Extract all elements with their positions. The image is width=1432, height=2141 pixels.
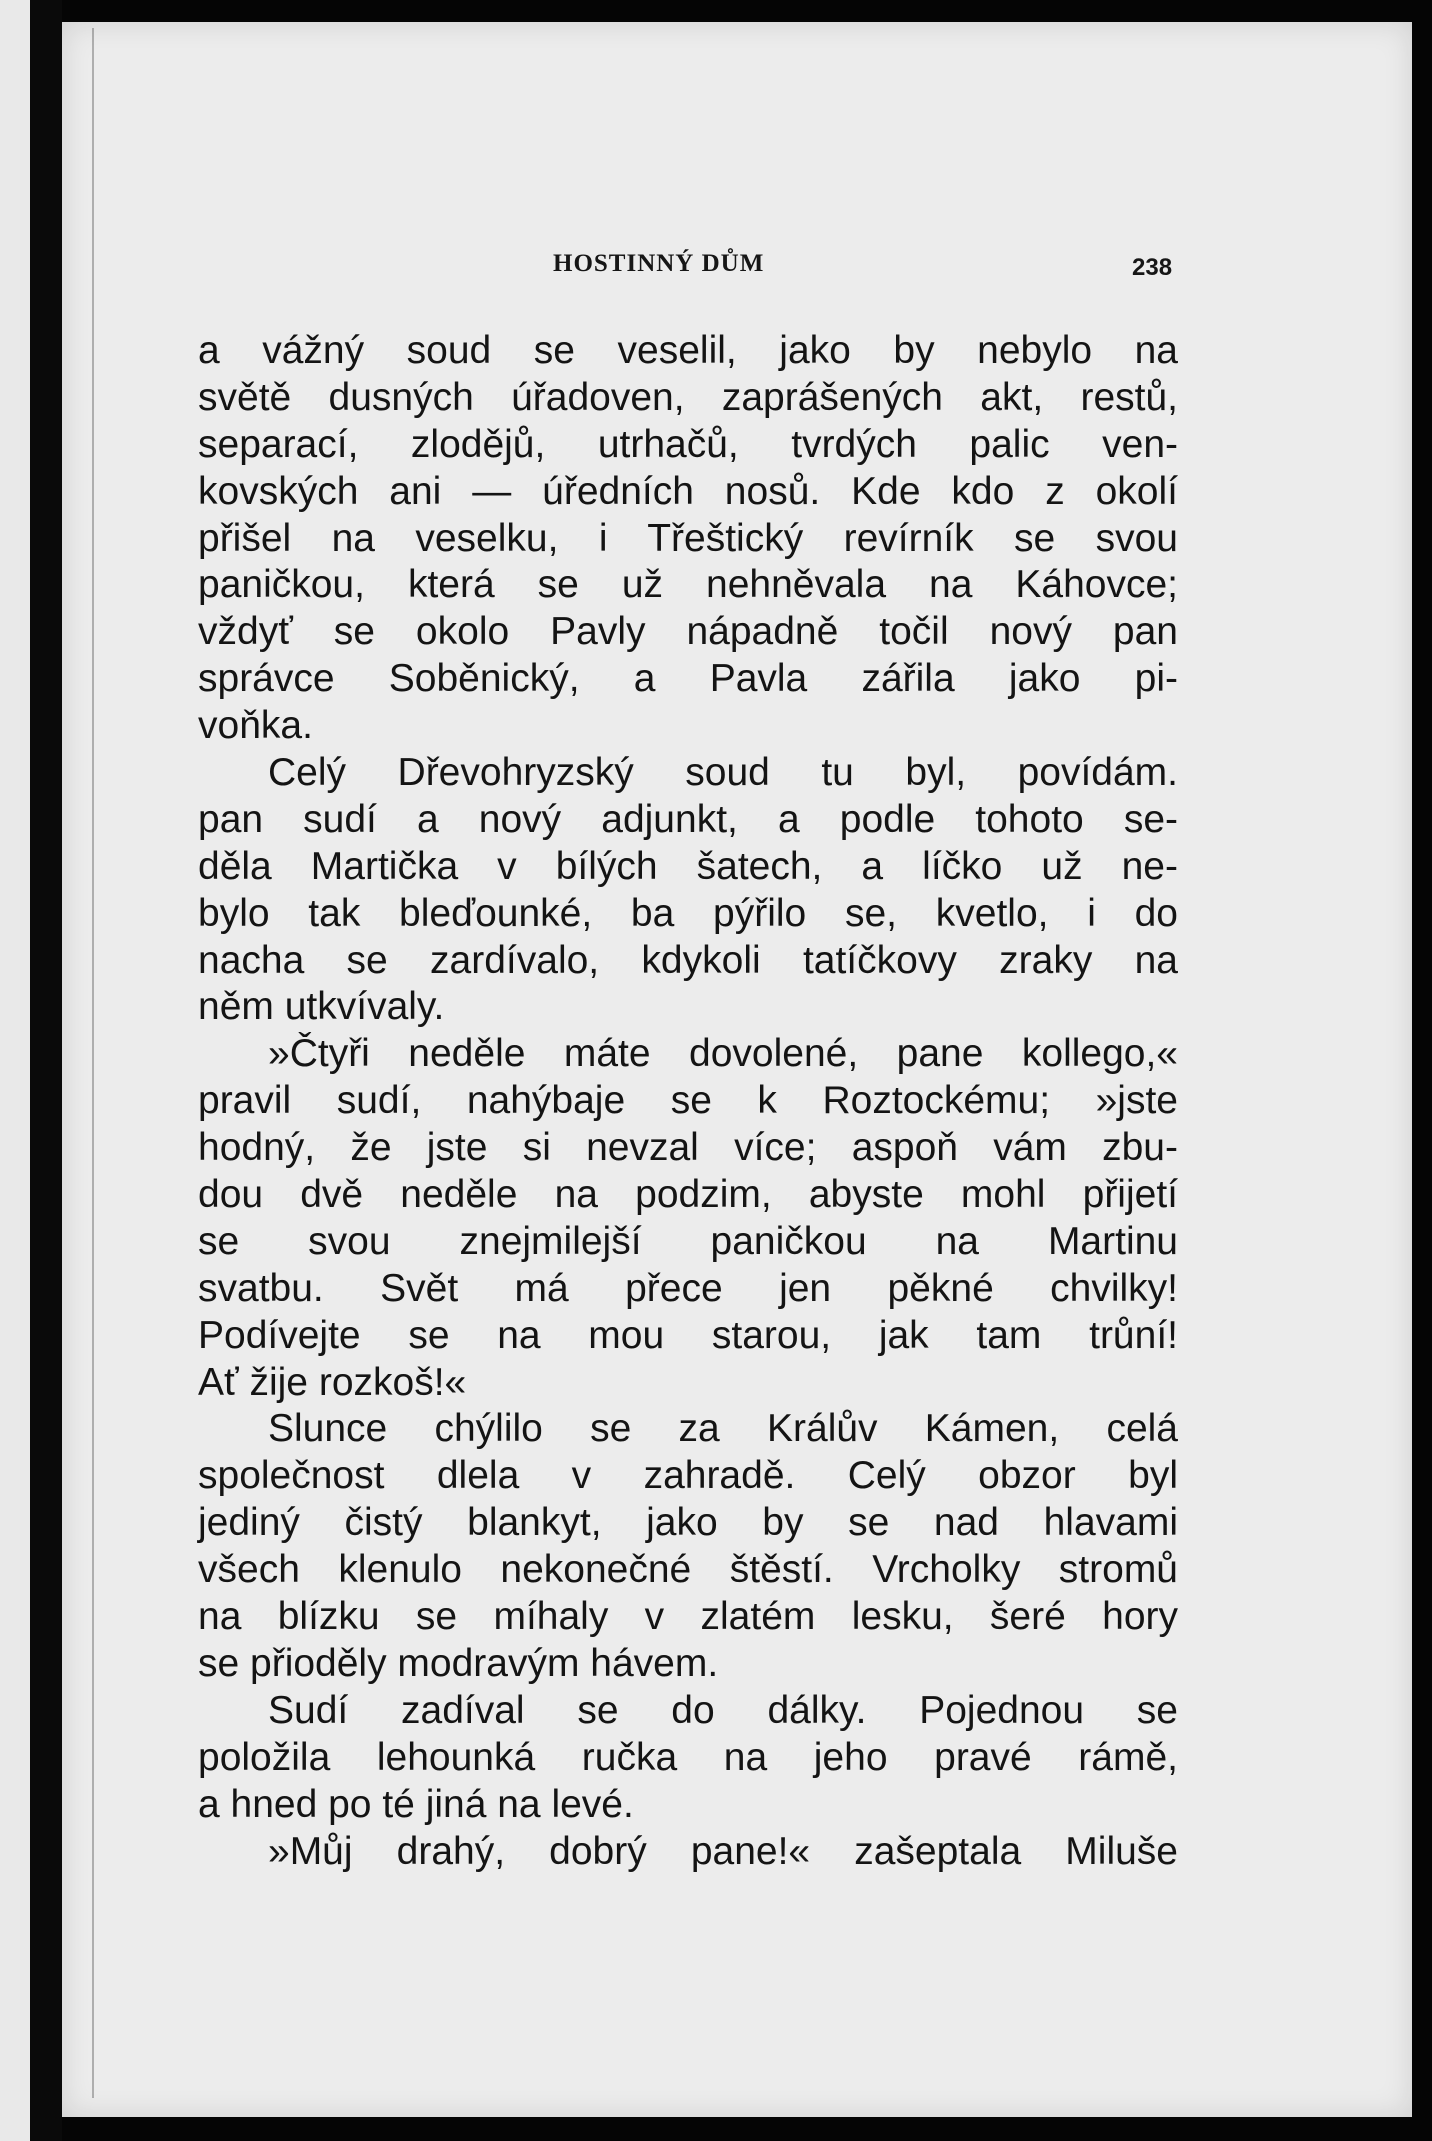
text-line: a hned po té jiná na levé. [198, 1782, 634, 1826]
text-line: společnost dlela v zahradě. Celý obzor byl [198, 1454, 1178, 1498]
text-line: vždyť se okolo Pavly nápadně točil nový pan [198, 610, 1178, 654]
text-line: se přioděly modravým hávem. [198, 1641, 719, 1685]
body-text [198, 328, 1178, 1875]
text-line: »Můj drahý, dobrý pane!« zašeptala Miluše [268, 1829, 1178, 1873]
adjacent-page-edge [0, 0, 30, 2141]
text-line: Celý Dřevohryzský soud tu byl, povídám. [268, 751, 1178, 795]
text-line: něm utkvívaly. [198, 985, 445, 1029]
text-line: Sudí zadíval se do dálky. Pojednou se [268, 1688, 1178, 1732]
text-line: »Čtyři neděle máte dovolené, pane kollego,« [268, 1032, 1178, 1076]
text-line: Podívejte se na mou starou, jak tam trůní! [198, 1313, 1178, 1357]
text-line: voňka. [198, 704, 313, 748]
text-line: nacha se zardívalo, kdykoli tatíčkovy zraky na [198, 938, 1178, 982]
page-number: 238 [1132, 254, 1173, 281]
text-line: hodný, že jste si nevzal více; aspoň vám zbu- [198, 1126, 1178, 1170]
text-line: položila lehounká ručka na jeho pravé rámě, [198, 1735, 1178, 1779]
text-line: jediný čistý blankyt, jako by se nad hlavami [198, 1501, 1178, 1545]
text-line: na blízku se míhaly v zlatém lesku, šeré hory [198, 1595, 1178, 1639]
text-line: Ať žije rozkoš!« [198, 1360, 467, 1404]
text-line: Slunce chýlilo se za Králův Kámen, celá [268, 1407, 1178, 1451]
text-line: děla Martička v bílých šatech, a líčko už ne- [198, 844, 1178, 888]
text-line: kovských ani — úředních nosů. Kde kdo z okolí [198, 469, 1178, 513]
text-line: svatbu. Svět má přece jen pěkné chvilky! [198, 1266, 1178, 1310]
text-line: bylo tak bleďounké, ba pýřilo se, kvetlo, i do [198, 891, 1178, 935]
text-line: správce Soběnický, a Pavla zářila jako pi- [198, 657, 1178, 701]
text-line: světě dusných úřadoven, zaprášených akt, restů, [198, 375, 1178, 419]
text-line: dou dvě neděle na podzim, abyste mohl přijetí [198, 1173, 1178, 1217]
text-line: pan sudí a nový adjunkt, a podle tohoto se- [198, 797, 1178, 841]
page-fold-line [92, 28, 94, 2098]
running-header-title: HOSTINNÝ DŮM [553, 250, 765, 277]
book-gutter-shadow [30, 0, 62, 2141]
text-line: pravil sudí, nahýbaje se k Roztockému; »jste [198, 1079, 1178, 1123]
text-line: paničkou, která se už nehněvala na Káhovce; [198, 563, 1178, 607]
text-line: a vážný soud se veselil, jako by nebylo na [198, 329, 1178, 372]
text-line: všech klenulo nekonečné štěstí. Vrcholky stromů [198, 1548, 1178, 1592]
text-line: separací, zlodějů, utrhačů, tvrdých palic ven- [198, 422, 1178, 466]
text-line: se svou znejmilejší paničkou na Martinu [198, 1219, 1178, 1263]
text-line: přišel na veselku, i Třeštický revírník se svou [198, 516, 1178, 560]
